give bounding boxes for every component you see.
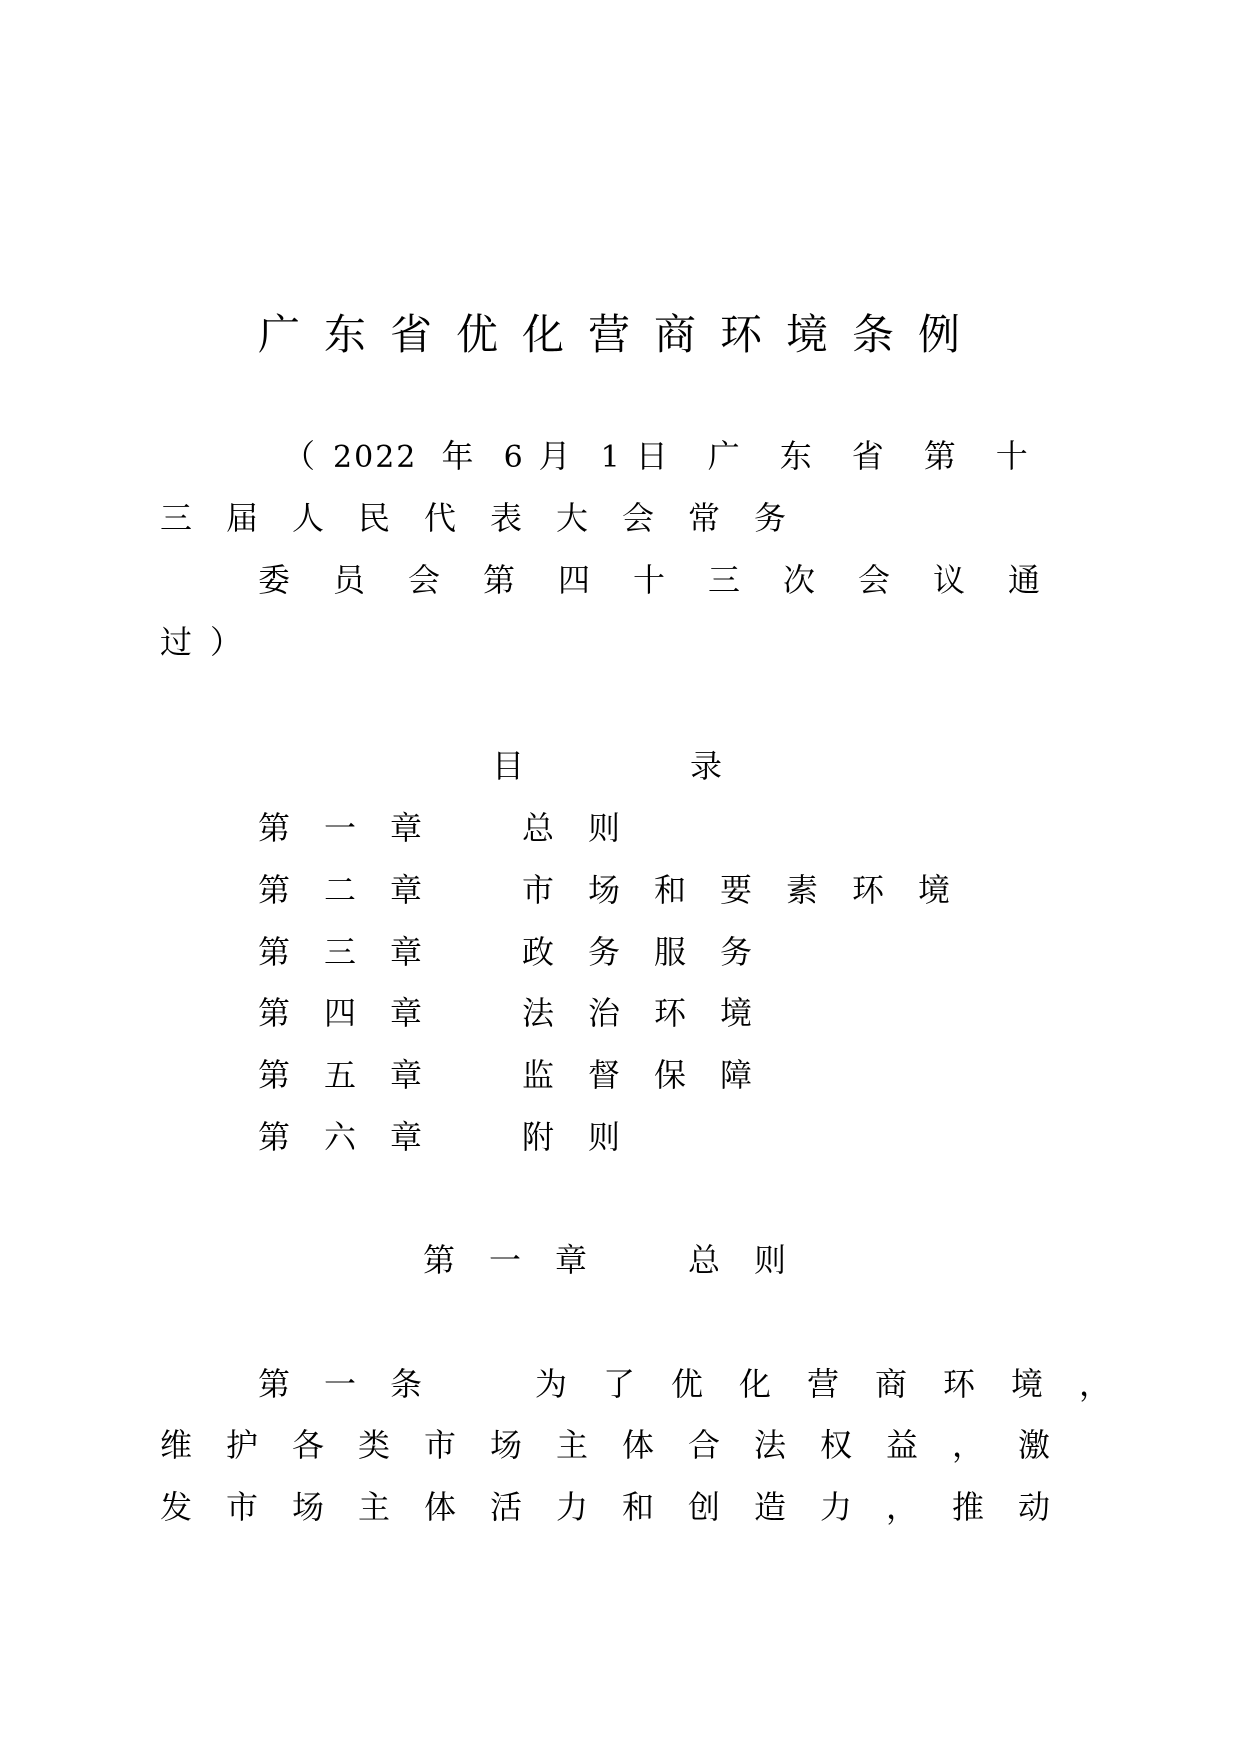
year: 2022 — [333, 440, 418, 475]
day: 1 — [600, 440, 636, 475]
chapter-heading-number: 第一章 — [423, 1241, 622, 1279]
toc-chapter-name: 总则 — [522, 809, 655, 847]
toc-chapter: 第五章 — [258, 1056, 457, 1094]
chapter-heading-name: 总则 — [688, 1241, 821, 1279]
article-line-2: 维护各类市场主体合法权益，激 — [160, 1426, 1085, 1464]
toc-heading-char-1: 目 — [492, 747, 559, 785]
toc-chapter-name: 政务服务 — [522, 933, 787, 971]
day-rest: 日广东省第十 — [635, 437, 1068, 475]
toc-chapter-name: 监督保障 — [522, 1056, 787, 1094]
toc-chapter-name: 市场和要素环境 — [522, 871, 985, 909]
adoption-line-3: 委员会第四十三次会议通 — [258, 561, 1084, 599]
toc-heading-char-2: 录 — [690, 747, 757, 785]
toc-chapter: 第二章 — [258, 871, 457, 909]
adoption-line-1 — [283, 436, 1068, 478]
month: 6 — [503, 440, 539, 475]
month-char: 月 — [538, 437, 601, 475]
toc-chapter: 第三章 — [258, 933, 457, 971]
adoption-line-4: 过） — [160, 623, 261, 661]
toc-chapter: 第一章 — [258, 809, 457, 847]
year-char: 年 — [441, 437, 504, 475]
article-line-3: 发市场主体活力和创造力，推动 — [160, 1488, 1085, 1526]
open-paren: （ — [283, 437, 334, 475]
toc-chapter-name: 法治环境 — [522, 994, 787, 1032]
article-line-1: 为了优化营商环境， — [535, 1365, 1148, 1403]
toc-chapter-name: 附则 — [522, 1118, 655, 1156]
toc-chapter: 第六章 — [258, 1118, 457, 1156]
adoption-line-2: 三届人民代表大会常务 — [160, 499, 821, 537]
document-title: 广东省优化营商环境条例 — [258, 310, 985, 359]
article-label: 第一条 — [258, 1365, 457, 1403]
toc-chapter: 第四章 — [258, 994, 457, 1032]
